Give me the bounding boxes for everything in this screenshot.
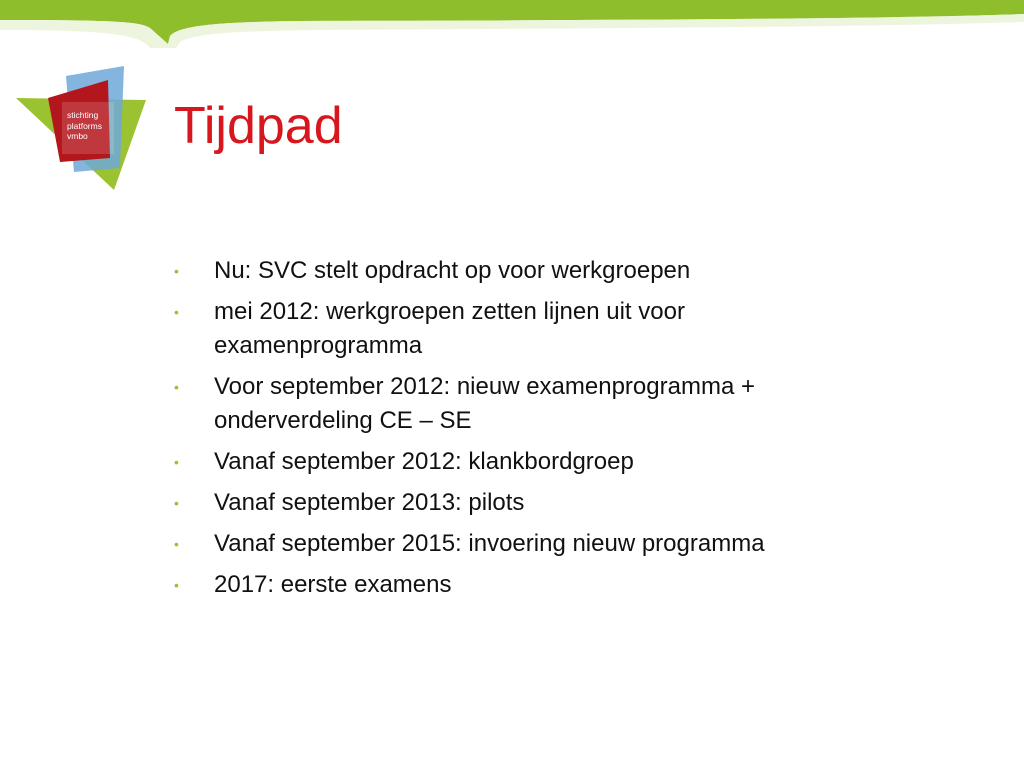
logo-line: stichting: [67, 110, 99, 120]
bullet-icon: •: [174, 454, 179, 470]
slide-title: Tijdpad: [174, 97, 343, 155]
bullet-text: mei 2012: werkgroepen zetten lijnen uit voor examenprogramma: [214, 298, 685, 359]
logo-line: vmbo: [67, 131, 88, 141]
bullet-list: [174, 254, 894, 609]
bullet-icon: •: [174, 379, 179, 395]
bullet-text: Vanaf september 2012: klankbordgroep: [214, 448, 634, 475]
bullet-item: [174, 568, 894, 602]
logo-line: platforms: [67, 120, 102, 131]
bullet-icon: •: [174, 263, 179, 279]
bullet-item: [174, 295, 894, 363]
bullet-item: [174, 370, 894, 438]
bullet-icon: •: [174, 536, 179, 552]
bullet-item: [174, 486, 894, 520]
bullet-item: [174, 527, 894, 561]
logo-text: [67, 110, 119, 142]
bullet-item: [174, 445, 894, 479]
bullet-text: 2017: eerste examens: [214, 571, 452, 598]
bullet-text: Voor september 2012: nieuw examenprogramma + onderverdeling CE – SE: [214, 373, 755, 434]
bullet-text: Vanaf september 2015: invoering nieuw programma: [214, 530, 765, 557]
top-decorative-band: [0, 0, 1024, 48]
bullet-icon: •: [174, 495, 179, 511]
bullet-icon: •: [174, 304, 179, 320]
bullet-item: [174, 254, 894, 288]
bullet-text: Vanaf september 2013: pilots: [214, 489, 525, 516]
bullet-text: Nu: SVC stelt opdracht op voor werkgroepen: [214, 257, 691, 284]
bullet-icon: •: [174, 577, 179, 593]
